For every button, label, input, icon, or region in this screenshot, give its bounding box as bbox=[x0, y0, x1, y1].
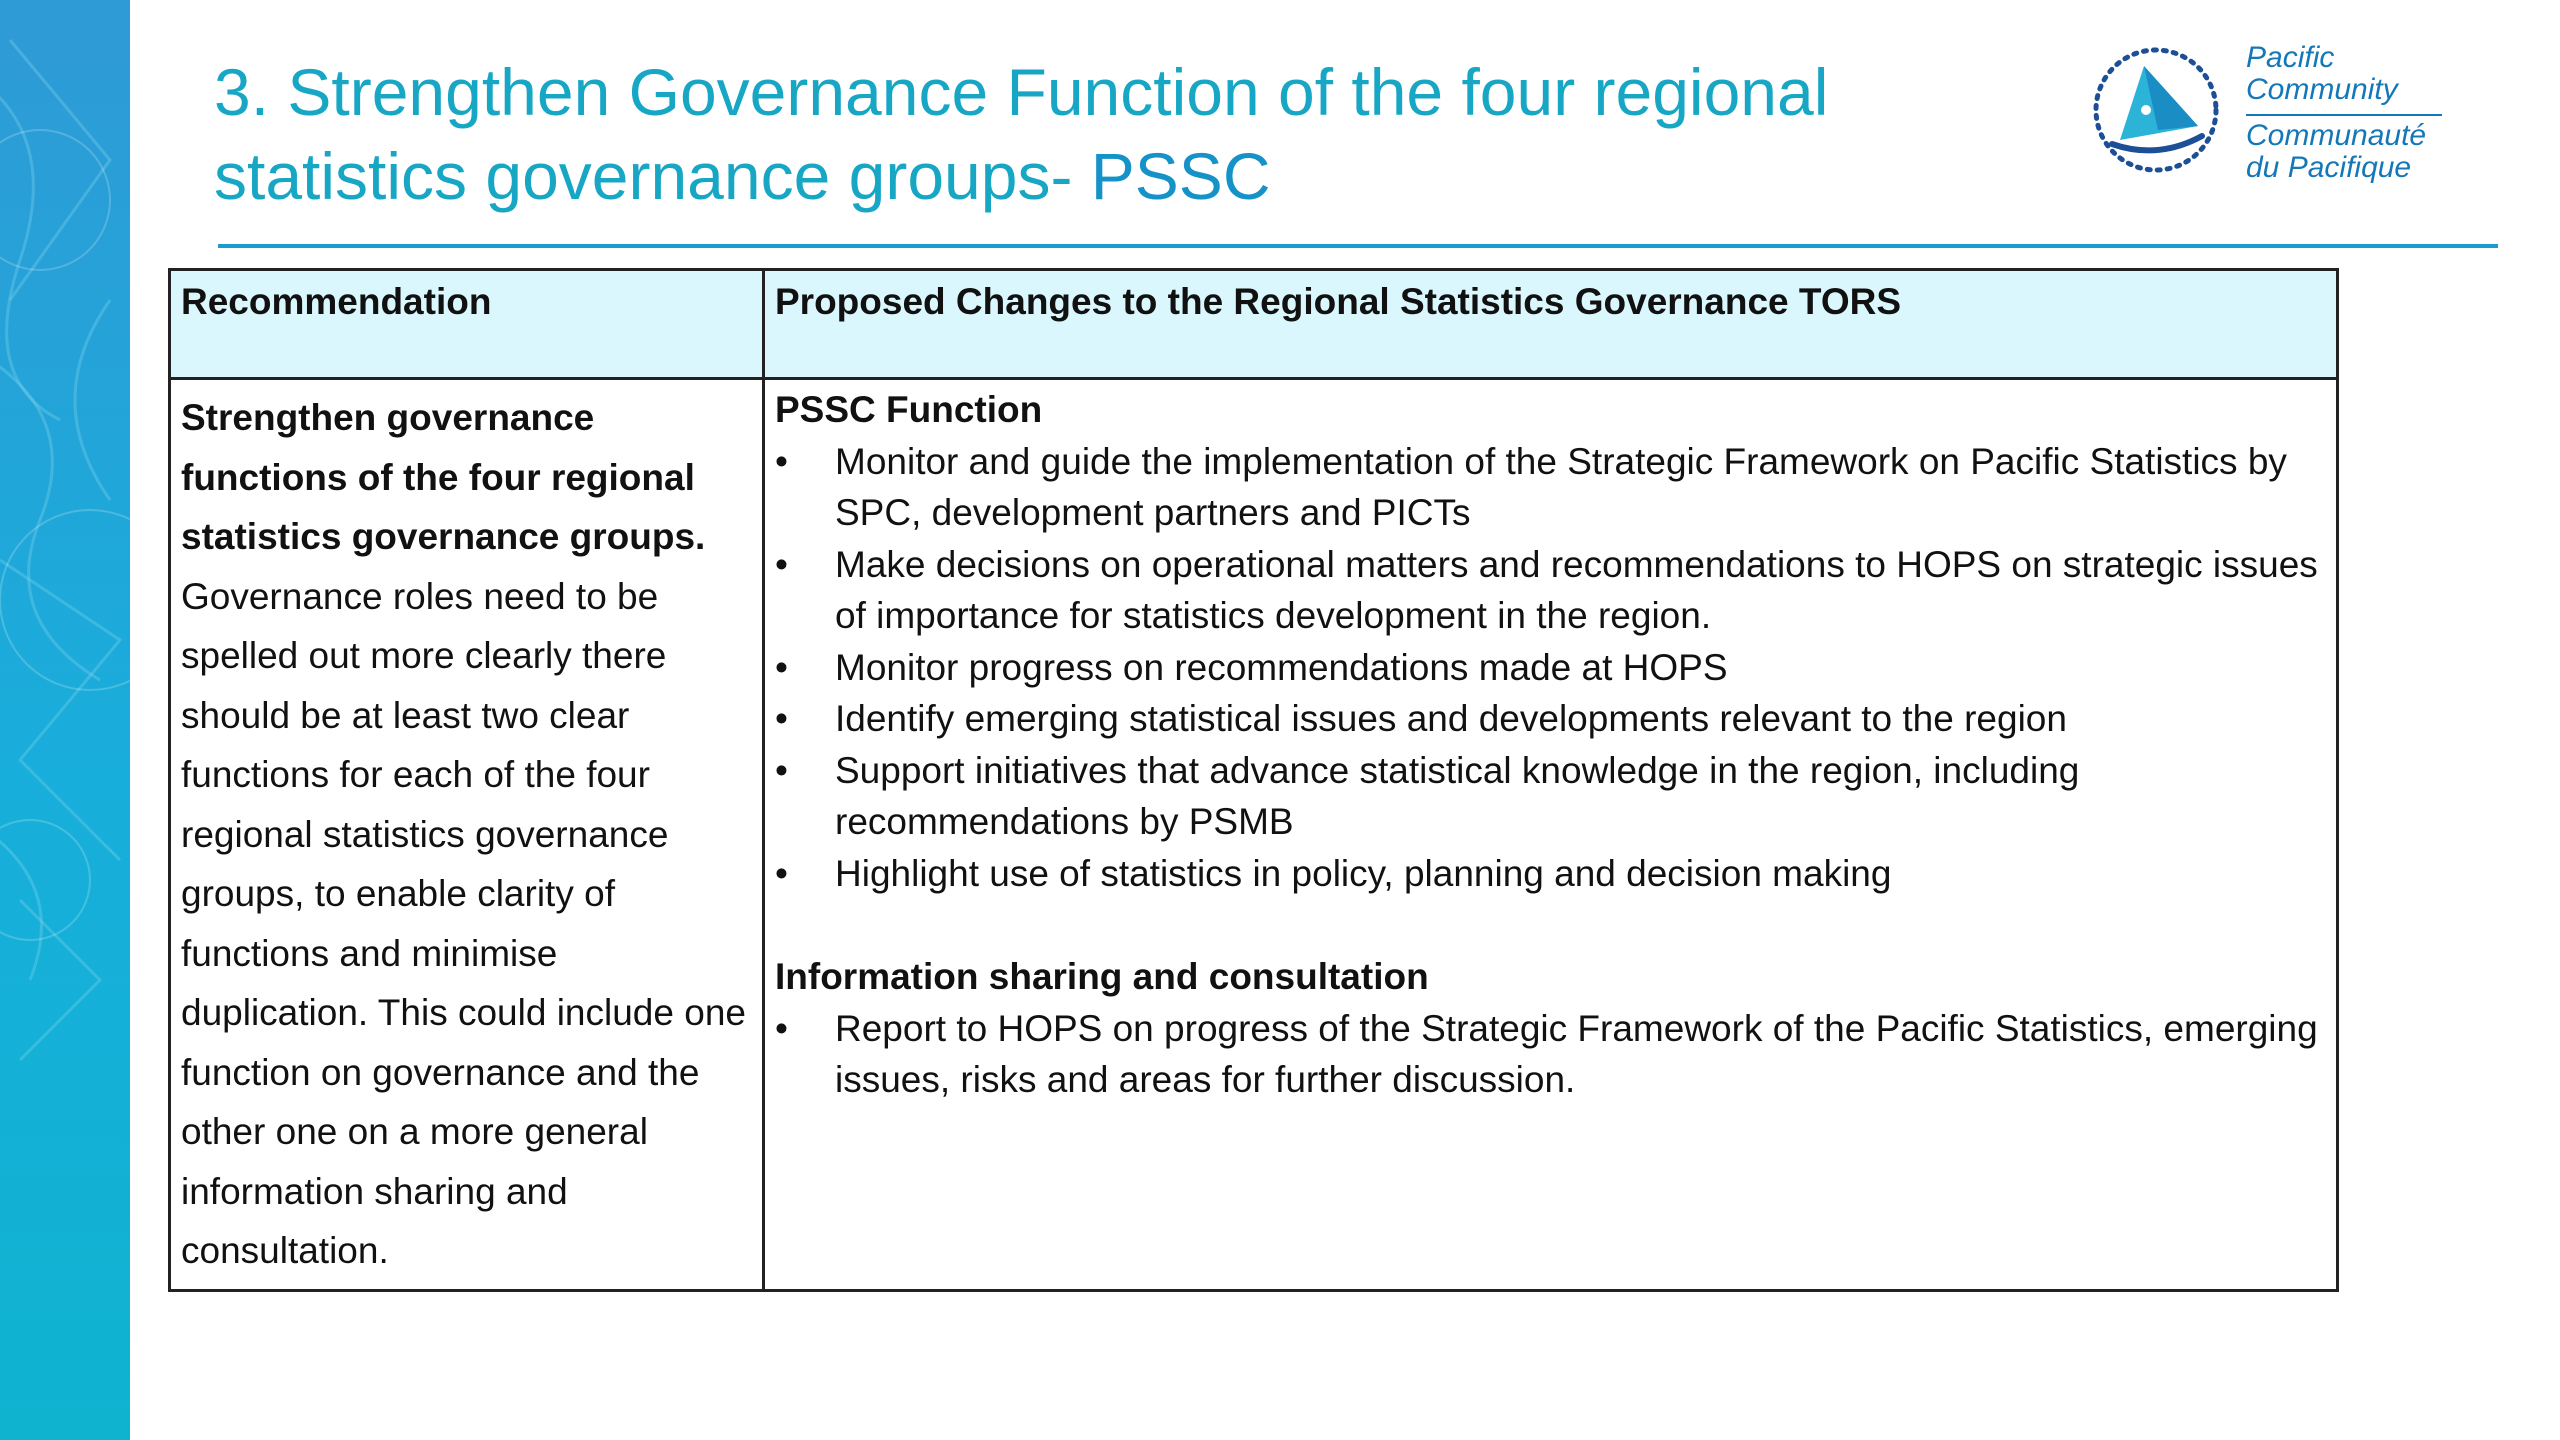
section-title-pssc-function: PSSC Function bbox=[775, 389, 1043, 430]
list-item bbox=[775, 539, 2326, 642]
sail-emblem-icon bbox=[2086, 40, 2226, 180]
pattern-graphic bbox=[0, 0, 130, 1440]
list-item bbox=[775, 848, 2326, 900]
bullet-icon: • bbox=[775, 1007, 788, 1049]
list-item-text: Report to HOPS on progress of the Strategic Framework of the Pacific Statistics, emerging issues, risks and areas for further discussion. bbox=[835, 1007, 2318, 1100]
pssc-function-list bbox=[775, 436, 2326, 900]
list-item bbox=[775, 642, 2326, 694]
recommendation-cell bbox=[170, 379, 764, 1291]
title-accent-text: PSSC bbox=[1090, 139, 1271, 213]
bullet-icon: • bbox=[775, 852, 788, 894]
logo-text-english-2: Community bbox=[2246, 73, 2398, 106]
decorative-side-band bbox=[0, 0, 130, 1440]
logo-text-french-1: Communauté bbox=[2246, 119, 2427, 152]
recommendation-body-text: Governance roles need to be spelled out more clearly there should be at least two clear functions for each of the four regional statistics governance groups, to enable clarity of functions and minimise duplication. This could include one function on governance and the other one on a more general information sharing and consultation. bbox=[181, 575, 746, 1271]
logo-text-english-1: Pacific bbox=[2246, 41, 2335, 74]
recommendations-table bbox=[168, 268, 2339, 1292]
title-divider bbox=[218, 244, 2498, 248]
table-header-row bbox=[170, 270, 2338, 379]
logo-divider bbox=[2246, 114, 2442, 116]
page-title bbox=[214, 50, 2014, 218]
bullet-icon: • bbox=[775, 543, 788, 585]
bullet-icon: • bbox=[775, 698, 788, 739]
header-proposed-changes: Proposed Changes to the Regional Statistics Governance TORS bbox=[764, 270, 2338, 379]
recommendation-bold-text: Strengthen governance functions of the four regional statistics governance groups. bbox=[181, 397, 706, 557]
list-item-text: Monitor and guide the implementation of the Strategic Framework on Pacific Statistics by SPC, development partners and PICTs bbox=[835, 440, 2287, 533]
information-sharing-list bbox=[775, 1003, 2326, 1106]
table-row bbox=[170, 379, 2338, 1291]
logo-text-french-2: du Pacifique bbox=[2246, 151, 2412, 184]
bullet-icon: • bbox=[775, 440, 788, 482]
list-item bbox=[775, 1003, 2326, 1106]
list-item bbox=[775, 436, 2326, 539]
list-item bbox=[775, 745, 2326, 848]
organization-logo bbox=[2086, 40, 2456, 190]
list-item-text: Identify emerging statistical issues and developments relevant to the region bbox=[835, 698, 2067, 739]
bullet-icon: • bbox=[775, 749, 788, 791]
section-title-information-sharing: Information sharing and consultation bbox=[775, 956, 1429, 997]
header-recommendation: Recommendation bbox=[170, 270, 764, 379]
bullet-icon: • bbox=[775, 646, 788, 688]
list-item bbox=[775, 693, 2326, 745]
list-item-text: Make decisions on operational matters and recommendations to HOPS on strategic issues of importance for statistics development in the region. bbox=[835, 543, 2318, 636]
list-item-text: Monitor progress on recommendations made at HOPS bbox=[835, 646, 1728, 688]
title-main-text: 3. Strengthen Governance Function of the four regional statistics governance groups- bbox=[214, 55, 1829, 213]
list-item-text: Highlight use of statistics in policy, planning and decision making bbox=[835, 852, 1892, 894]
proposed-changes-cell bbox=[764, 379, 2338, 1291]
list-item-text: Support initiatives that advance statistical knowledge in the region, including recommendations by PSMB bbox=[835, 749, 2080, 842]
section-spacer bbox=[775, 899, 2326, 951]
